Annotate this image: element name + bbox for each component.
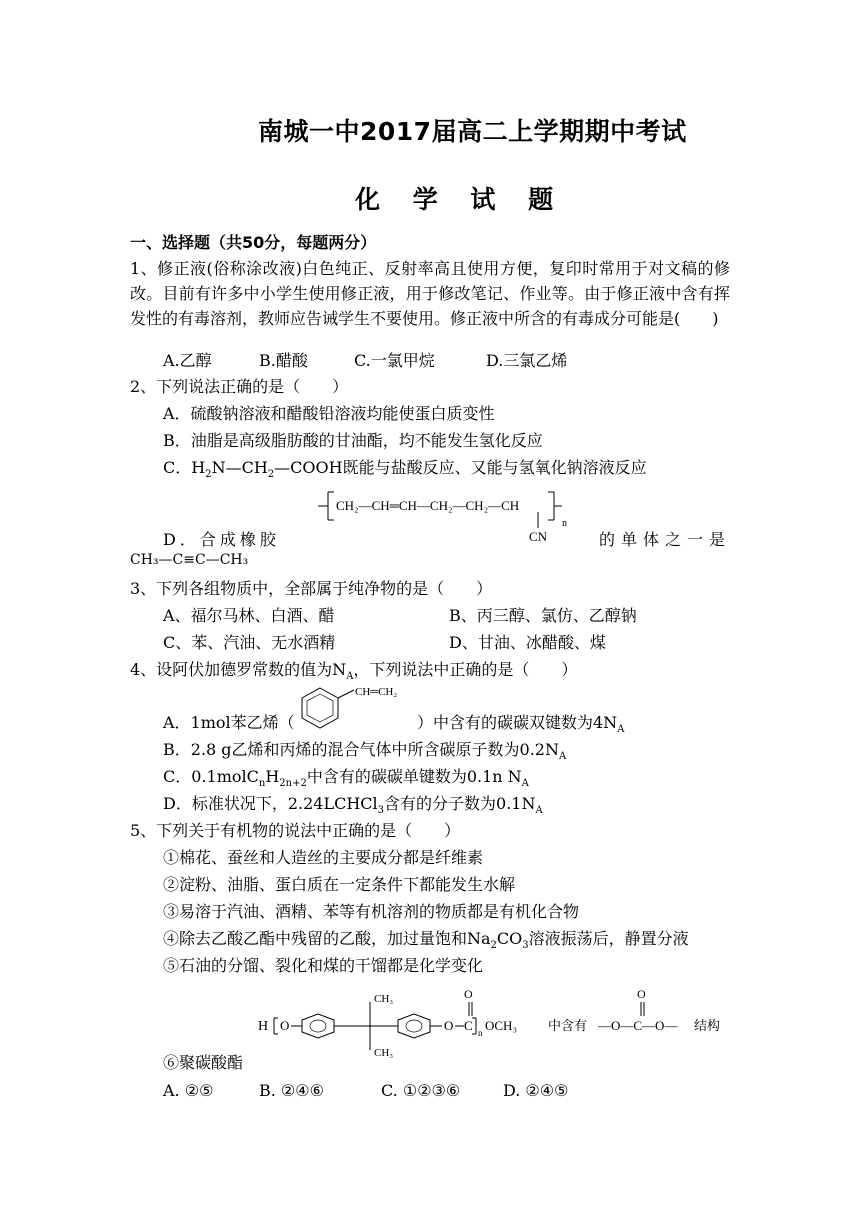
polymer-n-text: n [562,518,567,529]
q5-item-2: ②淀粉、油脂、蛋白质在一定条件下都能发生水解 [163,875,516,894]
q5-item-1: ①棉花、蚕丝和人造丝的主要成分都是纤维素 [163,848,484,867]
pc-group-text: —O—C—O— [598,1018,678,1033]
q2-stem: 2、下列说法正确的是（ ） [130,377,349,396]
pc-n-text: n [478,1028,483,1038]
q5-item-6: ⑥聚碳酸酯 [163,1053,244,1072]
polymer-chain-text: CH₂—CH═CH—CH₂—CH₂—CH [336,498,520,513]
q1-option-a: A.乙醇 [163,351,212,370]
q1-option-d: D.三氯乙烯 [486,351,568,370]
q4-option-d: D．标准状况下，2.24LCHCl$_3$含有的分子数为$0.1N_A$ [163,794,543,817]
q4-option-a: A．1mol苯乙烯（ [163,713,295,732]
q2-option-d-tail: 的单体之一是 [599,530,732,549]
section-heading: 一、选择题（共50分，每题两分） [130,233,377,252]
q5-option-b: B. ②④⑥ [259,1081,324,1100]
pc-ch3-top-text: CH₃ [374,993,394,1005]
page-title: 南城一中2017届高二上学期期中考试 [258,117,687,146]
q2-option-c: C．$H_2N—CH_2—COOH$既能与盐酸反应、又能与氢氧化钠溶液反应 [163,458,647,481]
rubber-polymer-structure [318,482,578,554]
q5-option-c: C. ①②③⑥ [381,1081,461,1100]
styrene-vinyl-text: CH═CH₂ [355,686,398,698]
q1-stem: 1、修正液(俗称涂改液)白色纯正、反射率高且使用方便，复印时常用于对文稿的修改。目前有许多中小学生使用修正液，用于修改笔记、作业等。由于修正液中含有挥发性的有毒溶剂，教师应告诫学生不要使用。修正液中所含的有毒成分可能是( ) [130,259,730,328]
q2-option-b: B．油脂是高级脂肪酸的甘油酯，均不能发生氢化反应 [163,431,543,450]
q4-option-a-tail: ）中含有的碳碳双键数为$4N_A$ [417,713,625,736]
polycarbonate-structure [258,984,738,1062]
q5-option-d: D. ②④⑤ [503,1081,569,1100]
q2-option-d: D．合成橡胶 [163,530,280,549]
q5-item-3: ③易溶于汽油、酒精、苯等有机溶剂的物质都是有机化合物 [163,902,580,921]
page-subtitle: 化 学 试 题 [355,185,566,214]
q2-option-d-answer: CH₃—C≡C—CH₃ [130,552,249,568]
q3-option-a: A、福尔马林、白酒、醋 [163,606,335,625]
pc-has-text: 中含有 [548,1018,588,1033]
styrene-structure [298,684,418,730]
q5-item-4: ④除去乙酸乙酯中残留的乙酸，加过量饱和$Na_2CO_3$溶液振荡后，静置分液 [163,929,689,952]
q4-stem: 4、设阿伏加德罗常数的值为$N_A$，下列说法中正确的是（ ） [130,660,578,683]
pc-c-text: C [464,1018,473,1033]
q5-option-a: A. ②⑤ [163,1081,214,1100]
pc-och3-text: OCH₃ [485,1018,517,1033]
pc-o1-text: O [280,1018,290,1033]
pc-o2-text: O [444,1018,454,1033]
q5-item-5: ⑤石油的分馏、裂化和煤的干馏都是化学变化 [163,956,484,975]
q2-option-a: A．硫酸钠溶液和醋酸铅溶液均能使蛋白质变性 [163,404,495,423]
q4-option-c: C．$0.1molC_nH_{2n+2}$中含有的碳碳单键数为0.1n $N_A$ [163,767,529,790]
q1-option-c: C.一氯甲烷 [354,351,435,370]
pc-o3-text: O [464,987,473,1001]
q3-option-b: B、丙三醇、氯仿、乙醇钠 [449,606,637,625]
pc-h-text: H [258,1019,269,1034]
polymer-cn-text: CN [529,529,548,544]
q3-option-d: D、甘油、冰醋酸、煤 [449,633,606,652]
q3-option-c: C、苯、汽油、无水酒精 [163,633,336,652]
q3-stem: 3、下列各组物质中，全部属于纯净物的是（ ） [130,579,493,598]
q1-option-b: B.醋酸 [259,351,308,370]
pc-struct-text: 结构 [694,1018,721,1033]
pc-o4-text: O [637,987,646,1001]
q5-stem: 5、下列关于有机物的说法中正确的是（ ） [130,821,461,840]
pc-ch3-bottom-text: CH₃ [374,1047,394,1059]
q4-option-b: B．2.8 g乙烯和丙烯的混合气体中所含碳原子数为$0.2N_A$ [163,740,567,763]
